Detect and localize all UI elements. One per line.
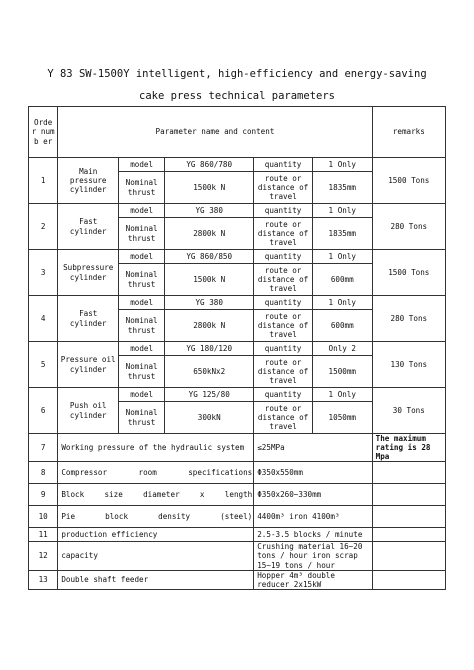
cylinder-name: Push oil cylinder xyxy=(58,388,119,434)
table-row xyxy=(29,528,446,542)
order-number: 6 xyxy=(29,388,58,434)
travel-value: 1500mm xyxy=(312,356,372,388)
table-row xyxy=(29,158,446,172)
spec-name: Compressor room specifications xyxy=(58,462,254,484)
spec-remark xyxy=(372,484,445,506)
model-value: YG 860/850 xyxy=(165,250,254,264)
spec-remark xyxy=(372,462,445,484)
model-label: model xyxy=(119,158,165,172)
travel-value: 1835mm xyxy=(312,218,372,250)
spec-value: 4400m³ iron 4100m³ xyxy=(254,506,372,528)
model-value: YG 180/120 xyxy=(165,342,254,356)
nominal-thrust-label: Nominal thrust xyxy=(119,218,165,250)
model-label: model xyxy=(119,342,165,356)
cylinder-name: Subpressure cylinder xyxy=(58,250,119,296)
order-number: 2 xyxy=(29,204,58,250)
spec-value: Φ350x550mm xyxy=(254,462,372,484)
spec-name: Double shaft feeder xyxy=(58,570,254,589)
travel-value: 1835mm xyxy=(312,172,372,204)
table-row xyxy=(29,462,446,484)
nominal-thrust-label: Nominal thrust xyxy=(119,402,165,434)
travel-value: 600mm xyxy=(312,264,372,296)
document-title-line2: cake press technical parameters xyxy=(139,90,335,102)
quantity-label: quantity xyxy=(254,388,313,402)
nominal-thrust-label: Nominal thrust xyxy=(119,356,165,388)
remark-value: 1500 Tons xyxy=(372,158,445,204)
quantity-label: quantity xyxy=(254,342,313,356)
spec-remark xyxy=(372,506,445,528)
remark-value: 30 Tons xyxy=(372,388,445,434)
order-number: 4 xyxy=(29,296,58,342)
table-row xyxy=(29,296,446,310)
model-value: YG 380 xyxy=(165,204,254,218)
order-number: 10 xyxy=(29,506,58,528)
spec-name: Working pressure of the hydraulic system xyxy=(58,434,254,462)
cylinder-name: Fast cylinder xyxy=(58,204,119,250)
remark-value: 130 Tons xyxy=(372,342,445,388)
table-header-row xyxy=(29,107,446,158)
travel-label: route or distance of travel xyxy=(254,310,313,342)
order-number: 8 xyxy=(29,462,58,484)
model-label: model xyxy=(119,250,165,264)
nominal-thrust-value: 650kNx2 xyxy=(165,356,254,388)
model-value: YG 860/780 xyxy=(165,158,254,172)
order-number: 1 xyxy=(29,158,58,204)
cylinder-name: Main pressure cylinder xyxy=(58,158,119,204)
quantity-value: 1 Only xyxy=(312,204,372,218)
remark-value: 280 Tons xyxy=(372,204,445,250)
model-value: YG 380 xyxy=(165,296,254,310)
quantity-label: quantity xyxy=(254,250,313,264)
nominal-thrust-label: Nominal thrust xyxy=(119,264,165,296)
spec-name: Block size diameter x length xyxy=(58,484,254,506)
cylinder-name: Pressure oil cylinder xyxy=(58,342,119,388)
spec-remark xyxy=(372,542,445,570)
table-row xyxy=(29,542,446,570)
table-row xyxy=(29,434,446,462)
model-value: YG 125/80 xyxy=(165,388,254,402)
nominal-thrust-value: 1500k N xyxy=(165,172,254,204)
quantity-value: 1 Only xyxy=(312,250,372,264)
table-row xyxy=(29,506,446,528)
remark-value: 1500 Tons xyxy=(372,250,445,296)
order-number: 3 xyxy=(29,250,58,296)
travel-label: route or distance of travel xyxy=(254,402,313,434)
nominal-thrust-label: Nominal thrust xyxy=(119,172,165,204)
travel-label: route or distance of travel xyxy=(254,218,313,250)
header-parameter: Parameter name and content xyxy=(58,107,372,158)
nominal-thrust-value: 2800k N xyxy=(165,310,254,342)
table-row xyxy=(29,388,446,402)
table-row xyxy=(29,342,446,356)
table-row xyxy=(29,204,446,218)
nominal-thrust-value: 300kN xyxy=(165,402,254,434)
quantity-value: 1 Only xyxy=(312,388,372,402)
spec-remark xyxy=(372,528,445,542)
quantity-label: quantity xyxy=(254,204,313,218)
document-title-line1: Y 83 SW-1500Y intelligent, high-efficiency and energy-saving xyxy=(47,68,427,80)
order-number: 7 xyxy=(29,434,58,462)
spec-value: ≤25MPa xyxy=(254,434,372,462)
spec-value: Φ350x260~330mm xyxy=(254,484,372,506)
spec-remark: The maximum rating is 28 Mpa xyxy=(372,434,445,462)
quantity-value: 1 Only xyxy=(312,158,372,172)
quantity-value: 1 Only xyxy=(312,296,372,310)
spec-remark xyxy=(372,570,445,589)
order-number: 9 xyxy=(29,484,58,506)
travel-label: route or distance of travel xyxy=(254,172,313,204)
model-label: model xyxy=(119,296,165,310)
spec-value: 2.5-3.5 blocks / minute xyxy=(254,528,372,542)
table-row xyxy=(29,484,446,506)
travel-label: route or distance of travel xyxy=(254,264,313,296)
spec-value: Hopper 4m³ double reducer 2x15kW xyxy=(254,570,372,589)
model-label: model xyxy=(119,388,165,402)
travel-value: 600mm xyxy=(312,310,372,342)
spec-value: Crushing material 16~20 tons / hour iron scrap 15~19 tons / hour xyxy=(254,542,372,570)
header-order-number: Orde r numb er xyxy=(29,107,58,158)
spec-name: production efficiency xyxy=(58,528,254,542)
travel-label: route or distance of travel xyxy=(254,356,313,388)
model-label: model xyxy=(119,204,165,218)
remark-value: 280 Tons xyxy=(372,296,445,342)
spec-name: Pie block density (steel) xyxy=(58,506,254,528)
header-remarks: remarks xyxy=(372,107,445,158)
spec-name: capacity xyxy=(58,542,254,570)
cylinder-name: Fast cylinder xyxy=(58,296,119,342)
order-number: 5 xyxy=(29,342,58,388)
nominal-thrust-label: Nominal thrust xyxy=(119,310,165,342)
order-number: 11 xyxy=(29,528,58,542)
quantity-value: Only 2 xyxy=(312,342,372,356)
table-row xyxy=(29,250,446,264)
table-row xyxy=(29,570,446,589)
quantity-label: quantity xyxy=(254,158,313,172)
order-number: 12 xyxy=(29,542,58,570)
nominal-thrust-value: 2800k N xyxy=(165,218,254,250)
nominal-thrust-value: 1500k N xyxy=(165,264,254,296)
quantity-label: quantity xyxy=(254,296,313,310)
order-number: 13 xyxy=(29,570,58,589)
travel-value: 1050mm xyxy=(312,402,372,434)
parameters-table xyxy=(28,106,446,590)
